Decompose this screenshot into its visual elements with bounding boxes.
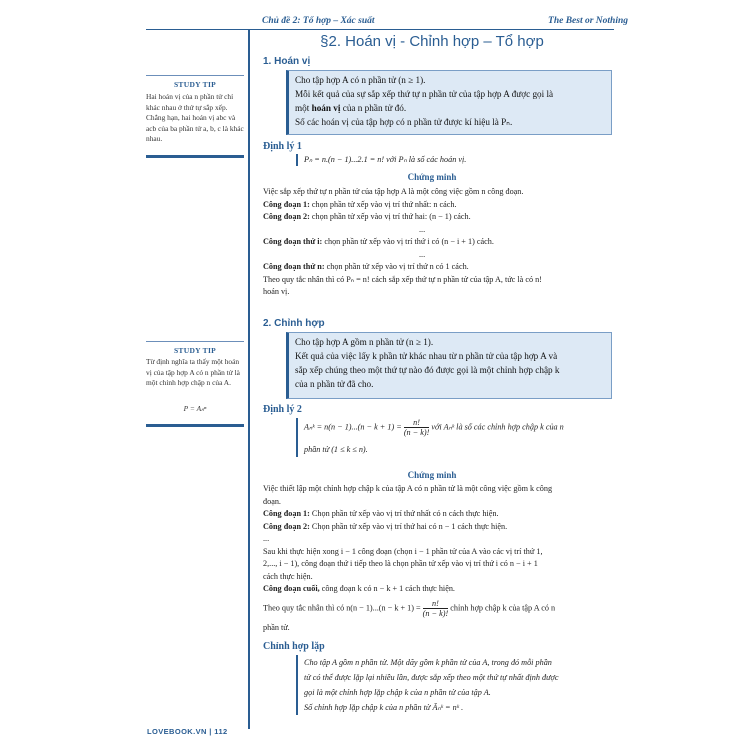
box-line: sắp xếp chúng theo một thứ tự nào đó được gọi là một chỉnh hợp chập k [295, 365, 560, 375]
study-tip-formula: P = Aₙⁿ [183, 404, 207, 413]
section-heading-arrangement: 2. Chỉnh hợp [263, 318, 325, 329]
proof-1-label: Chứng minh [407, 172, 457, 182]
proof-1-text: Việc sắp xếp thứ tự n phần tử của tập hợp A là một công việc gồm n công đoạn. Công đoạn 1: chọn phần tử xếp vào vị trí thứ nhất: n cách. Công đoạn 2: chọn phần tử xếp vào vị trí thứ hai: (n − 1) cách. ... Công đoạn thứ i: chọn phần tử xếp vào vị trí thứ i có (n − i + 1) cách. ... Công đoạn thứ n: chọn phần tử xếp vào vị trí thứ n có 1 cách. Theo quy tắc nhân thì có Pₙ = n! cách sắp xếp thứ tự n phần tử của tập A, tức là có n! hoán vị. [263, 187, 542, 296]
tip-rule [146, 75, 244, 76]
page-title: §2. Hoán vị - Chỉnh hợp – Tổ hợp [320, 33, 544, 50]
definition-box-arrangement [286, 332, 612, 399]
fraction: $\frac{n!}{(n - k)!}$ [403, 418, 430, 437]
theorem-2-label: Định lý 2 [263, 404, 302, 415]
repeat-arrangement-label: Chỉnh hợp lặp [263, 641, 325, 652]
tip-bar [146, 424, 244, 427]
fraction: $\frac{n!}{(n - k)!}$ [422, 598, 449, 618]
slogan-header: The Best or Nothing [548, 16, 628, 26]
study-tip-text: Hai hoán vị của n phần tử chỉ khác nhau ở thứ tự sắp xếp. Chẳng hạn, hai hoán vị abc và acb của ba phần tử a, b, c là khác nhau. [146, 92, 244, 143]
box-line: Mỗi kết quả của sự sắp xếp thứ tự n phần tử của tập hợp A được gọi là [295, 89, 554, 99]
study-tip-text: Từ định nghĩa ta thấy một hoán vị của tập hợp A có n phần tử là một chỉnh hợp chập n của A. [146, 357, 240, 387]
box-line: Cho tập hợp A gồm n phần tử (n ≥ 1). [295, 337, 434, 347]
tip-rule [146, 341, 244, 342]
box-line: Kết quả của việc lấy k phần tử khác nhau từ n phần tử của tập hợp A và [295, 351, 558, 361]
study-tip-heading: STUDY TIP [173, 80, 217, 89]
repeat-arrangement-text: Cho tập A gồm n phần tử. Một dãy gồm k phần tử của A, trong đó mỗi phần tử có thể được lặp lại nhiều lần, được sắp xếp theo một thứ tự nhất định được gọi là một chỉnh hợp lặp chập k của n phần tử của tập A. Số chỉnh hợp lặp chập k của n phần tử Āₙᵏ = nᵏ . [296, 655, 624, 715]
theorem-2-formula: Aₙᵏ = n(n − 1)...(n − k + 1) = $\frac{n!}{(n - k)!}$ với Aₙᵏ là số các chỉnh hợp chập k của n phần tử (1 ≤ k ≤ n). [296, 418, 622, 457]
theorem-1-formula: Pₙ = n.(n − 1)...2.1 = n! với Pₙ là số các hoán vị. [296, 154, 604, 166]
header-divider [146, 29, 614, 30]
tip-bar [146, 155, 244, 158]
box-line: một hoán vị của n phần tử đó. [295, 103, 407, 113]
theorem-1-label: Định lý 1 [263, 141, 302, 152]
box-line: Cho tập hợp A có n phần tử (n ≥ 1). [295, 75, 426, 85]
section-heading-permutation: 1. Hoán vị [263, 56, 311, 67]
margin-divider [248, 29, 250, 729]
definition-box-permutation [286, 70, 612, 135]
proof-2-text: Việc thiết lập một chỉnh hợp chập k của tập A có n phần tử là một công việc gồm k công đoạn. Công đoạn 1: Chọn phần tử xếp vào vị trí thứ nhất có n cách thực hiện. Công đoạn 2: Chọn phần tử xếp vào vị trí thứ hai có n − 1 cách thực hiện. ... Sau khi thực hiện xong i − 1 công đoạn (chọn i − 1 phần tử của A vào các vị trí thứ 1, 2,..., i − 1), công đoạn thứ i tiếp theo là chọn phần tử xếp vào vị trí thứ i có n − i + 1 cách thực hiện. Công đoạn cuối, công đoạn k có n − k + 1 cách thực hiện. Theo quy tắc nhân thì có n(n − 1)...(n − k + 1) = $\frac{n!}{(n - k)!}$ chỉnh hợp chập k của tập A có n phần tử. [263, 484, 556, 632]
box-line: của n phần tử đã cho. [295, 379, 374, 389]
chapter-header: Chủ đề 2: Tổ hợp – Xác suất [262, 16, 375, 26]
proof-2-label: Chứng minh [407, 470, 457, 480]
page-footer: LOVEBOOK.VN | 112 [147, 727, 228, 736]
box-line: Số các hoán vị của tập hợp có n phần tử được kí hiệu là Pₙ. [295, 117, 513, 127]
study-tip-heading: STUDY TIP [173, 346, 217, 355]
